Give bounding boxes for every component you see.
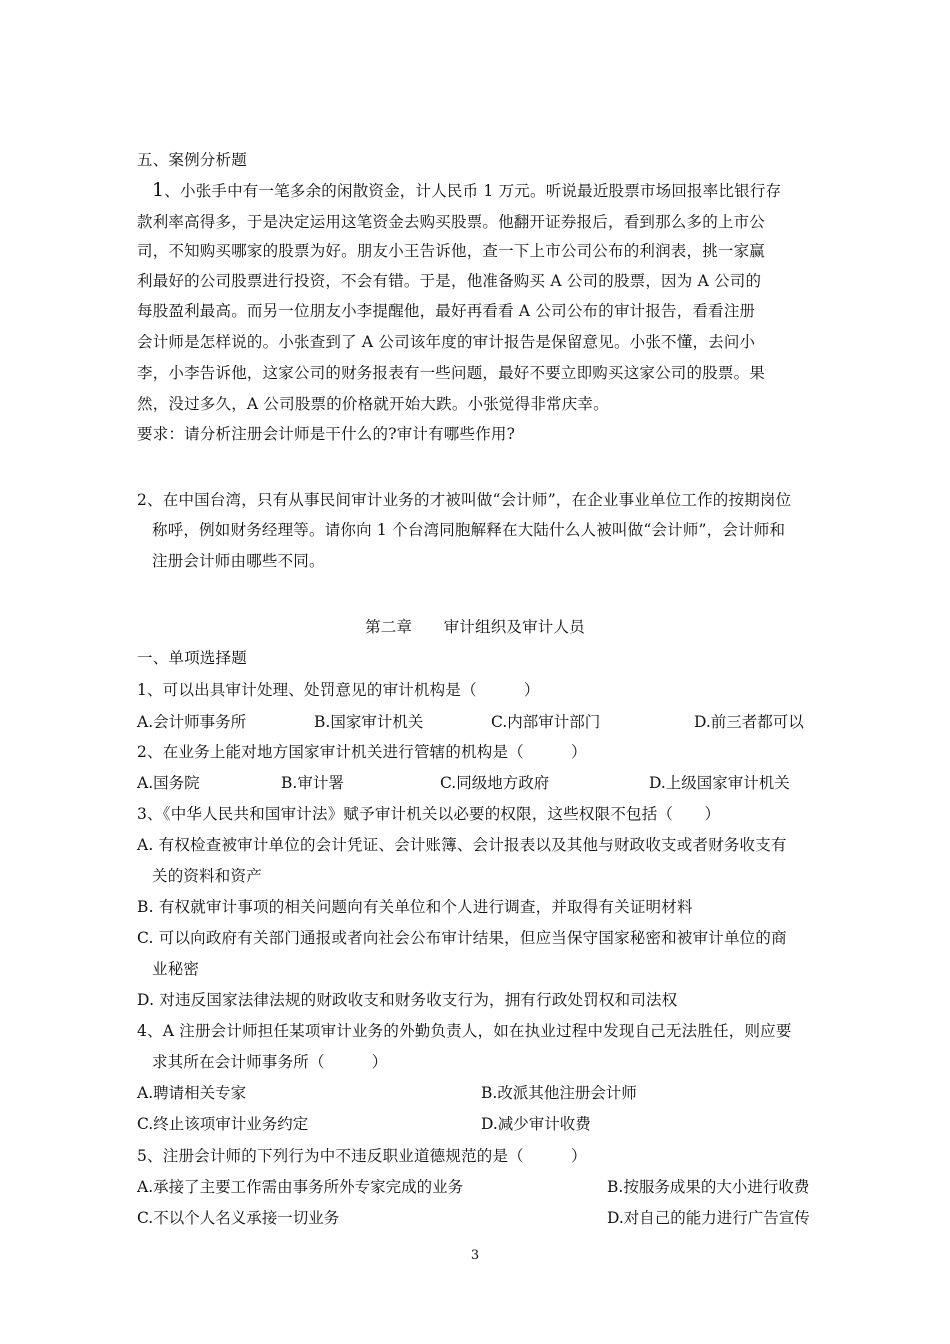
case1-line: 1、小张手中有一笔多余的闲散资金，计人民币 1 万元。听说最近股票市场回报率比银行存 <box>152 179 782 201</box>
option-a: A.会计师事务所 <box>137 713 247 731</box>
section-heading: 一、单项选择题 <box>137 649 247 667</box>
case2-line: 称呼，例如财务经理等。请你向 1 个台湾同胞解释在大陆什么人被叫做“会计师”，会计师和 <box>152 521 786 539</box>
case1-requirement: 要求：请分析注册会计师是干什么的?审计有哪些作用? <box>137 425 516 443</box>
case1-line: 然，没过多久，A 公司股票的价格就开始大跌。小张觉得非常庆幸。 <box>137 395 609 413</box>
option-d: D.减少审计收费 <box>481 1115 591 1133</box>
case1-number: 1 <box>152 179 165 201</box>
option-a: A. 有权检查被审计单位的会计凭证、会计账簿、会计报表以及其他与财政收支或者财务收支有 <box>137 836 787 854</box>
option-a-continued: 关的资料和资产 <box>152 867 262 885</box>
question-stem: 3、《中华人民共和国审计法》赋予审计机关以必要的权限，这些权限不包括（ ） <box>137 805 721 823</box>
option-d: D.前三者都可以 <box>694 713 804 731</box>
case2-line: 注册会计师由哪些不同。 <box>152 552 325 570</box>
question-stem: 1、可以出具审计处理、处罚意见的审计机构是（ ） <box>137 681 540 699</box>
option-c: C. 可以向政府有关部门通报或者向社会公布审计结果，但应当保守国家秘密和被审计单位的商 <box>137 929 787 947</box>
option-a: A.聘请相关专家 <box>137 1084 247 1102</box>
option-a: A.国务院 <box>137 774 200 792</box>
option-d: D.上级国家审计机关 <box>649 774 790 792</box>
option-b: B. 有权就审计事项的相关问题向有关单位和个人进行调查，并取得有关证明材料 <box>137 898 693 916</box>
option-b: B.国家审计机关 <box>314 713 424 731</box>
question-stem: 2、在业务上能对地方国家审计机关进行管辖的机构是（ ） <box>137 743 587 761</box>
option-c-continued: 业秘密 <box>152 960 200 978</box>
option-d: D.对自己的能力进行广告宣传 <box>607 1209 810 1227</box>
question-stem-continued: 求其所在会计师事务所（ ） <box>152 1053 388 1071</box>
case1-line: 李，小李告诉他，这家公司的财务报表有一些问题，最好不要立即购买这家公司的股票。果 <box>137 364 766 382</box>
case1-line: 款利率高得多，于是决定运用这笔资金去购买股票。他翻开证券报后，看到那么多的上市公 <box>137 213 766 231</box>
question-stem: 5、注册会计师的下列行为中不违反职业道德规范的是（ ） <box>137 1147 587 1165</box>
chapter-title: 第二章 审计组织及审计人员 <box>365 618 585 636</box>
option-d: D. 对违反国家法律法规的财政收支和财务收支行为，拥有行政处罚权和司法权 <box>137 991 678 1009</box>
option-c: C.不以个人名义承接一切业务 <box>137 1209 340 1227</box>
option-b: B.改派其他注册会计师 <box>481 1084 637 1102</box>
option-c: C.同级地方政府 <box>440 774 550 792</box>
option-c: C.终止该项审计业务约定 <box>137 1115 309 1133</box>
option-c: C.内部审计部门 <box>491 713 601 731</box>
case1-line: 每股盈利最高。而另一位朋友小李提醒他，最好再看看 A 公司公布的审计报告，看看注册 <box>137 302 756 320</box>
question-stem: 4、A 注册会计师担任某项审计业务的外勤负责人，如在执业过程中发现自己无法胜任，则应要 <box>137 1022 792 1040</box>
option-b: B.审计署 <box>281 774 344 792</box>
case1-line: 利最好的公司股票进行投资，不会有错。于是，他准备购买 A 公司的股票，因为 A 公司的 <box>137 272 762 290</box>
page-number: 3 <box>470 1248 480 1263</box>
option-b: B.按服务成果的大小进行收费 <box>607 1178 810 1196</box>
option-a: A.承接了主要工作需由事务所外专家完成的业务 <box>137 1178 464 1196</box>
case1-line: 司，不知购买哪家的股票为好。朋友小王告诉他，查一下上市公司公布的利润表，挑一家赢 <box>137 242 766 260</box>
case2-line: 2、在中国台湾，只有从事民间审计业务的才被叫做“会计师”，在企业事业单位工作的按期岗位 <box>137 491 792 509</box>
case1-line: 会计师是怎样说的。小张查到了 A 公司该年度的审计报告是保留意见。小张不懂，去问小 <box>137 333 756 351</box>
section-heading: 五、案例分析题 <box>137 151 247 169</box>
